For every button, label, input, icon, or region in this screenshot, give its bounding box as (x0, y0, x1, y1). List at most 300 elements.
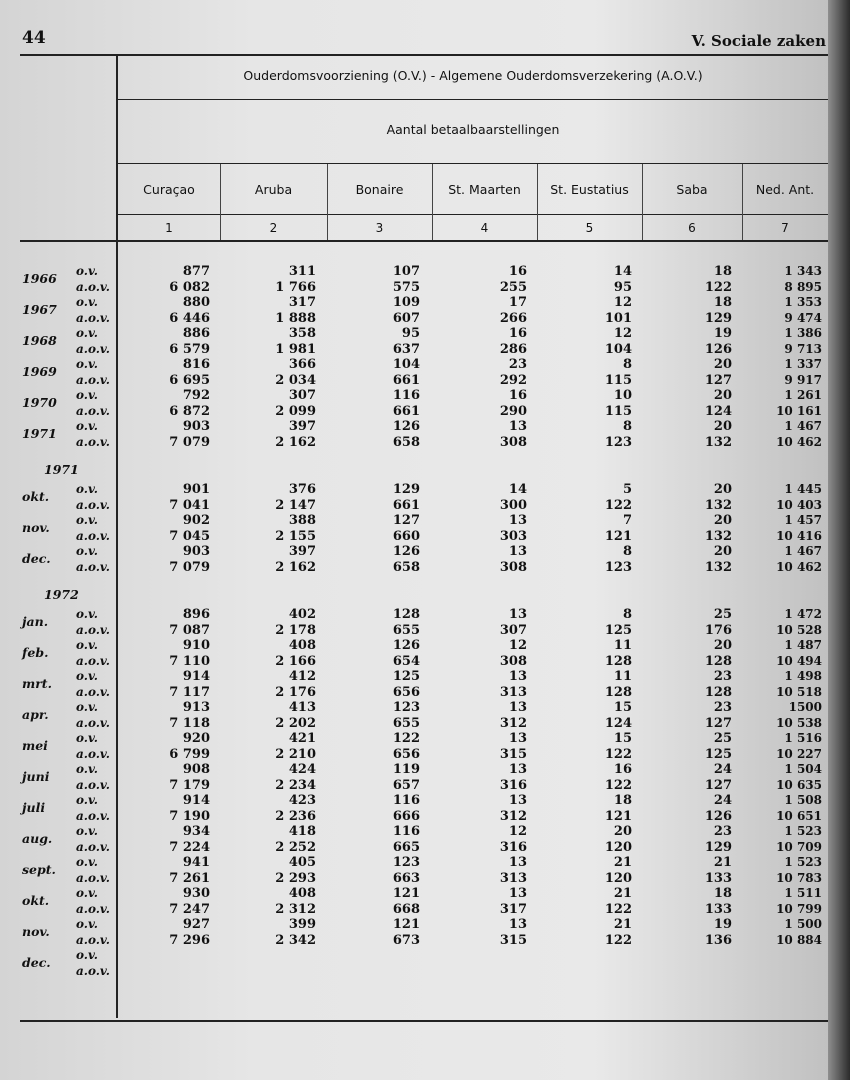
table-cell: 133 (704, 870, 732, 886)
table-cell: 24 (713, 793, 732, 808)
table-cell: 7 117 (169, 684, 210, 700)
row-period-label: juli (22, 800, 46, 815)
table-cell: 316 (499, 839, 527, 855)
row-period-label: okt. (22, 893, 50, 908)
table-cell: 125 (704, 746, 732, 762)
row-type-label: a.o.v. (76, 497, 110, 512)
table-cell: 673 (392, 932, 420, 948)
table-cell: 313 (499, 684, 527, 700)
row-type-label: o.v. (76, 607, 98, 621)
row-type-label: a.o.v. (76, 622, 110, 637)
table-cell: 122 (604, 932, 632, 948)
table-cell: 2 312 (275, 901, 316, 917)
column-separator (642, 164, 643, 240)
row-type-label: o.v. (76, 638, 98, 652)
table-cell: 607 (392, 310, 420, 326)
table-cell: 12 (613, 295, 632, 310)
table-cell: 10 416 (776, 528, 822, 543)
table-cell: 2 162 (275, 434, 316, 450)
table-cell: 286 (499, 341, 527, 357)
table-cell: 317 (499, 901, 527, 917)
table-cell: 124 (704, 403, 732, 419)
table-cell: 13 (508, 762, 527, 777)
table-cell: 13 (508, 886, 527, 901)
table-cell: 19 (713, 326, 732, 341)
row-type-label: a.o.v. (76, 372, 110, 387)
table-cell: 115 (604, 372, 632, 388)
table-cell: 908 (182, 762, 210, 777)
table-cell: 9 713 (784, 341, 822, 356)
table-cell: 2 147 (275, 497, 316, 513)
row-period-label: nov. (22, 924, 50, 939)
column-header: Ned. Ant. (755, 182, 815, 197)
table-cell: 2 293 (275, 870, 316, 886)
table-cell: 121 (604, 808, 632, 824)
row-type-label: o.v. (76, 948, 98, 962)
table-cell: 2 342 (275, 932, 316, 948)
table-cell: 132 (704, 528, 732, 544)
table-cell: 1 523 (784, 824, 822, 838)
table-cell: 424 (288, 762, 316, 777)
row-type-label: o.v. (76, 731, 98, 745)
table-cell: 312 (499, 715, 527, 731)
table-cell: 1 981 (275, 341, 316, 357)
row-period-label: 1968 (22, 333, 57, 348)
table-cell: 125 (392, 669, 420, 684)
table-cell: 7 045 (169, 528, 210, 544)
table-cell: 307 (288, 388, 316, 403)
table-cell: 661 (392, 403, 420, 419)
table-cell: 317 (288, 295, 316, 310)
table-cell: 8 895 (784, 279, 822, 294)
table-cell: 15 (613, 700, 632, 715)
column-header: Bonaire (355, 182, 404, 197)
table-cell: 6 695 (169, 372, 210, 388)
row-period-label: jan. (22, 614, 49, 629)
table-cell: 913 (182, 700, 210, 715)
table-cell: 2 234 (275, 777, 316, 793)
table-cell: 18 (713, 886, 732, 901)
table-cell: 125 (604, 622, 632, 638)
table-cell: 418 (288, 824, 316, 839)
table-cell: 8 (622, 419, 632, 434)
table-cell: 133 (704, 901, 732, 917)
row-type-label: a.o.v. (76, 777, 110, 792)
table-cell: 122 (604, 901, 632, 917)
row-type-label: a.o.v. (76, 932, 110, 947)
table-cell: 656 (392, 684, 420, 700)
row-type-label: a.o.v. (76, 310, 110, 325)
row-type-label: o.v. (76, 357, 98, 371)
table-cell: 2 162 (275, 559, 316, 575)
row-period-label: nov. (22, 520, 50, 535)
table-cell: 20 (713, 419, 732, 434)
section-year: 1971 (44, 462, 79, 477)
table-cell: 402 (288, 607, 316, 622)
table-cell: 2 176 (275, 684, 316, 700)
table-cell: 914 (182, 793, 210, 808)
table-cell: 7 (622, 513, 632, 528)
table-cell: 663 (392, 870, 420, 886)
table-cell: 13 (508, 607, 527, 622)
table-cell: 1 500 (784, 917, 822, 931)
table-cell: 308 (499, 434, 527, 450)
table-cell: 6 872 (169, 403, 210, 419)
row-type-label: a.o.v. (76, 403, 110, 418)
table-cell: 121 (392, 917, 420, 932)
row-type-label: o.v. (76, 886, 98, 900)
table-cell: 12 (613, 326, 632, 341)
table-cell: 1 511 (784, 886, 822, 900)
row-type-label: a.o.v. (76, 715, 110, 730)
row-type-label: o.v. (76, 700, 98, 714)
table-cell: 255 (499, 279, 527, 295)
column-number: 5 (585, 221, 594, 235)
table-cell: 10 635 (776, 777, 822, 792)
main-header: Ouderdomsvoorziening (O.V.) - Algemene Ouderdomsverzekering (A.O.V.) (243, 68, 703, 83)
table-cell: 914 (182, 669, 210, 684)
column-separator (327, 164, 328, 240)
row-type-label: a.o.v. (76, 839, 110, 854)
column-separator (537, 164, 538, 240)
table-cell: 132 (704, 559, 732, 575)
table-cell: 95 (401, 326, 420, 341)
table-cell: 122 (604, 497, 632, 513)
table-cell: 7 110 (169, 653, 210, 669)
table-cell: 910 (182, 638, 210, 653)
table-cell: 1500 (788, 700, 822, 714)
table-cell: 412 (288, 669, 316, 684)
table-cell: 303 (499, 528, 527, 544)
table-cell: 9 917 (784, 372, 822, 387)
table-cell: 658 (392, 559, 420, 575)
row-type-label: a.o.v. (76, 684, 110, 699)
table-cell: 1 337 (784, 357, 822, 371)
table-cell: 366 (288, 357, 316, 372)
row-type-label: a.o.v. (76, 808, 110, 823)
table-cell: 7 296 (169, 932, 210, 948)
row-type-label: a.o.v. (76, 653, 110, 668)
page-number: 44 (22, 28, 46, 48)
table-cell: 13 (508, 855, 527, 870)
table-cell: 104 (604, 341, 632, 357)
table-cell: 5 (622, 482, 632, 497)
table-cell: 266 (499, 310, 527, 326)
row-type-label: o.v. (76, 762, 98, 776)
top-rule (20, 54, 828, 56)
table-cell: 927 (182, 917, 210, 932)
table-cell: 11 (613, 638, 632, 653)
table-cell: 660 (392, 528, 420, 544)
table-cell: 120 (604, 870, 632, 886)
sub-header: Aantal betaalbaarstellingen (386, 122, 560, 137)
column-number: 6 (688, 221, 696, 235)
table-cell: 20 (713, 513, 732, 528)
table-cell: 127 (392, 513, 420, 528)
column-header: St. Maarten (448, 182, 521, 197)
table-cell: 1 508 (784, 793, 822, 807)
row-type-label: a.o.v. (76, 341, 110, 356)
table-cell: 129 (704, 310, 732, 326)
table-cell: 95 (613, 279, 632, 295)
header-rule-2 (118, 163, 828, 164)
table-cell: 315 (499, 932, 527, 948)
table-cell: 10 528 (776, 622, 822, 637)
table-cell: 14 (613, 264, 632, 279)
header-rule-3 (118, 214, 828, 215)
table-cell: 115 (604, 403, 632, 419)
table-cell: 290 (499, 403, 527, 419)
table-cell: 300 (499, 497, 527, 513)
table-cell: 116 (392, 824, 420, 839)
table-cell: 12 (508, 638, 527, 653)
table-cell: 1 498 (784, 669, 822, 683)
row-type-label: o.v. (76, 295, 98, 309)
table-cell: 2 252 (275, 839, 316, 855)
row-type-label: o.v. (76, 326, 98, 340)
table-cell: 13 (508, 513, 527, 528)
table-cell: 903 (182, 419, 210, 434)
table-cell: 397 (288, 544, 316, 559)
table-cell: 637 (392, 341, 420, 357)
column-header: Saba (676, 182, 708, 197)
table-cell: 122 (604, 746, 632, 762)
table-cell: 18 (613, 793, 632, 808)
table-cell: 13 (508, 793, 527, 808)
table-cell: 136 (704, 932, 732, 948)
table-cell: 107 (392, 264, 420, 279)
stub-divider (116, 56, 118, 1018)
row-period-label: sept. (22, 862, 56, 877)
table-cell: 128 (604, 684, 632, 700)
table-cell: 19 (713, 917, 732, 932)
table-cell: 121 (604, 528, 632, 544)
row-period-label: 1969 (22, 364, 57, 379)
table-cell: 126 (704, 341, 732, 357)
table-cell: 7 261 (169, 870, 210, 886)
table-cell: 6 446 (169, 310, 210, 326)
table-cell: 6 082 (169, 279, 210, 295)
row-period-label: mei (22, 738, 48, 753)
row-type-label: o.v. (76, 669, 98, 683)
table-cell: 903 (182, 544, 210, 559)
table-cell: 21 (613, 855, 632, 870)
table-cell: 128 (704, 653, 732, 669)
table-cell: 20 (713, 482, 732, 497)
table-cell: 10 518 (776, 684, 822, 699)
table-cell: 121 (392, 886, 420, 901)
chapter-title: V. Sociale zaken (691, 32, 826, 50)
table-cell: 661 (392, 497, 420, 513)
table-cell: 901 (182, 482, 210, 497)
row-type-label: o.v. (76, 544, 98, 558)
row-type-label: a.o.v. (76, 279, 110, 294)
row-period-label: dec. (22, 551, 51, 566)
table-cell: 292 (499, 372, 527, 388)
table-cell: 128 (392, 607, 420, 622)
table-cell: 920 (182, 731, 210, 746)
table-cell: 23 (713, 700, 732, 715)
column-number: 4 (480, 221, 489, 235)
table-cell: 15 (613, 731, 632, 746)
column-number: 3 (375, 221, 384, 235)
table-cell: 315 (499, 746, 527, 762)
table-cell: 21 (713, 855, 732, 870)
table-cell: 126 (392, 544, 420, 559)
table-cell: 2 202 (275, 715, 316, 731)
table-cell: 120 (604, 839, 632, 855)
table-cell: 109 (392, 295, 420, 310)
table-cell: 10 462 (776, 434, 822, 449)
table-cell: 1 487 (784, 638, 822, 652)
table-cell: 7 087 (169, 622, 210, 638)
table-cell: 2 178 (275, 622, 316, 638)
table-cell: 7 041 (169, 497, 210, 513)
table-cell: 25 (713, 731, 732, 746)
table-cell: 13 (508, 917, 527, 932)
table-cell: 665 (392, 839, 420, 855)
table-cell: 13 (508, 700, 527, 715)
row-type-label: o.v. (76, 482, 98, 496)
table-cell: 10 709 (776, 839, 822, 854)
table-cell: 1 766 (275, 279, 316, 295)
table-cell: 25 (713, 607, 732, 622)
table-cell: 1 467 (784, 544, 822, 558)
table-cell: 123 (604, 559, 632, 575)
table-cell: 24 (713, 762, 732, 777)
row-period-label: juni (22, 769, 50, 784)
table-cell: 13 (508, 419, 527, 434)
row-type-label: o.v. (76, 513, 98, 527)
table-cell: 10 (613, 388, 632, 403)
column-separator (220, 164, 221, 240)
row-period-label: apr. (22, 707, 49, 722)
table-cell: 13 (508, 544, 527, 559)
column-number: 2 (269, 221, 278, 235)
table-cell: 575 (392, 279, 420, 295)
table-cell: 10 403 (776, 497, 822, 512)
table-cell: 10 161 (776, 403, 822, 418)
table-cell: 2 099 (275, 403, 316, 419)
table-cell: 132 (704, 434, 732, 450)
table-cell: 313 (499, 870, 527, 886)
column-separator (742, 164, 743, 240)
table-cell: 2 236 (275, 808, 316, 824)
table-cell: 8 (622, 607, 632, 622)
table-cell: 20 (713, 544, 732, 559)
table-cell: 123 (392, 700, 420, 715)
row-period-label: 1967 (22, 302, 57, 317)
table-cell: 10 884 (776, 932, 822, 947)
table-cell: 902 (182, 513, 210, 528)
row-type-label: a.o.v. (76, 559, 110, 574)
table-cell: 311 (288, 264, 316, 279)
table-cell: 1 386 (784, 326, 822, 340)
table-cell: 10 227 (776, 746, 822, 761)
table-cell: 124 (604, 715, 632, 731)
table-cell: 20 (713, 388, 732, 403)
row-type-label: o.v. (76, 824, 98, 838)
table-cell: 127 (704, 372, 732, 388)
table-cell: 13 (508, 731, 527, 746)
table-cell: 126 (392, 419, 420, 434)
table-cell: 877 (182, 264, 210, 279)
table-cell: 7 224 (169, 839, 210, 855)
column-header: Aruba (254, 182, 293, 197)
table-cell: 388 (288, 513, 316, 528)
table-cell: 10 783 (776, 870, 822, 885)
table-cell: 316 (499, 777, 527, 793)
table-cell: 116 (392, 793, 420, 808)
bottom-rule (20, 1020, 828, 1022)
table-cell: 127 (704, 715, 732, 731)
table-cell: 1 457 (784, 513, 822, 527)
row-type-label: o.v. (76, 419, 98, 433)
table-cell: 122 (704, 279, 732, 295)
table-cell: 20 (613, 824, 632, 839)
table-cell: 7 079 (169, 434, 210, 450)
table-cell: 20 (713, 638, 732, 653)
table-cell: 14 (508, 482, 527, 497)
table-cell: 654 (392, 653, 420, 669)
table-cell: 16 (508, 264, 527, 279)
row-period-label: feb. (22, 645, 49, 660)
table-cell: 1 353 (784, 295, 822, 309)
row-type-label: o.v. (76, 855, 98, 869)
table-cell: 413 (288, 700, 316, 715)
table-cell: 18 (713, 295, 732, 310)
column-header: Curaçao (143, 182, 195, 197)
table-cell: 10 494 (776, 653, 822, 668)
table-cell: 7 190 (169, 808, 210, 824)
table-cell: 129 (392, 482, 420, 497)
row-type-label: a.o.v. (76, 746, 110, 761)
table-cell: 896 (182, 607, 210, 622)
header-rule-1 (118, 99, 828, 100)
row-period-label: mrt. (22, 676, 52, 691)
table-cell: 666 (392, 808, 420, 824)
column-number: 1 (165, 221, 173, 235)
table-cell: 23 (508, 357, 527, 372)
row-type-label: a.o.v. (76, 963, 110, 978)
table-cell: 126 (392, 638, 420, 653)
row-period-label: 1971 (22, 426, 57, 441)
table-cell: 1 445 (784, 482, 822, 496)
table-cell: 312 (499, 808, 527, 824)
table-cell: 17 (508, 295, 527, 310)
table-cell: 405 (288, 855, 316, 870)
row-period-label: 1966 (22, 271, 57, 286)
table-cell: 408 (288, 638, 316, 653)
row-period-label: aug. (22, 831, 53, 846)
table-cell: 2 166 (275, 653, 316, 669)
table-cell: 1 888 (275, 310, 316, 326)
table-cell: 101 (604, 310, 632, 326)
table-cell: 21 (613, 917, 632, 932)
table-cell: 408 (288, 886, 316, 901)
table-cell: 122 (392, 731, 420, 746)
table-cell: 104 (392, 357, 420, 372)
table-cell: 126 (704, 808, 732, 824)
table-cell: 2 034 (275, 372, 316, 388)
table-cell: 2 155 (275, 528, 316, 544)
row-type-label: a.o.v. (76, 528, 110, 543)
row-type-label: a.o.v. (76, 901, 110, 916)
table-cell: 6 579 (169, 341, 210, 357)
row-type-label: a.o.v. (76, 434, 110, 449)
table-cell: 8 (622, 357, 632, 372)
table-cell: 119 (392, 762, 420, 777)
